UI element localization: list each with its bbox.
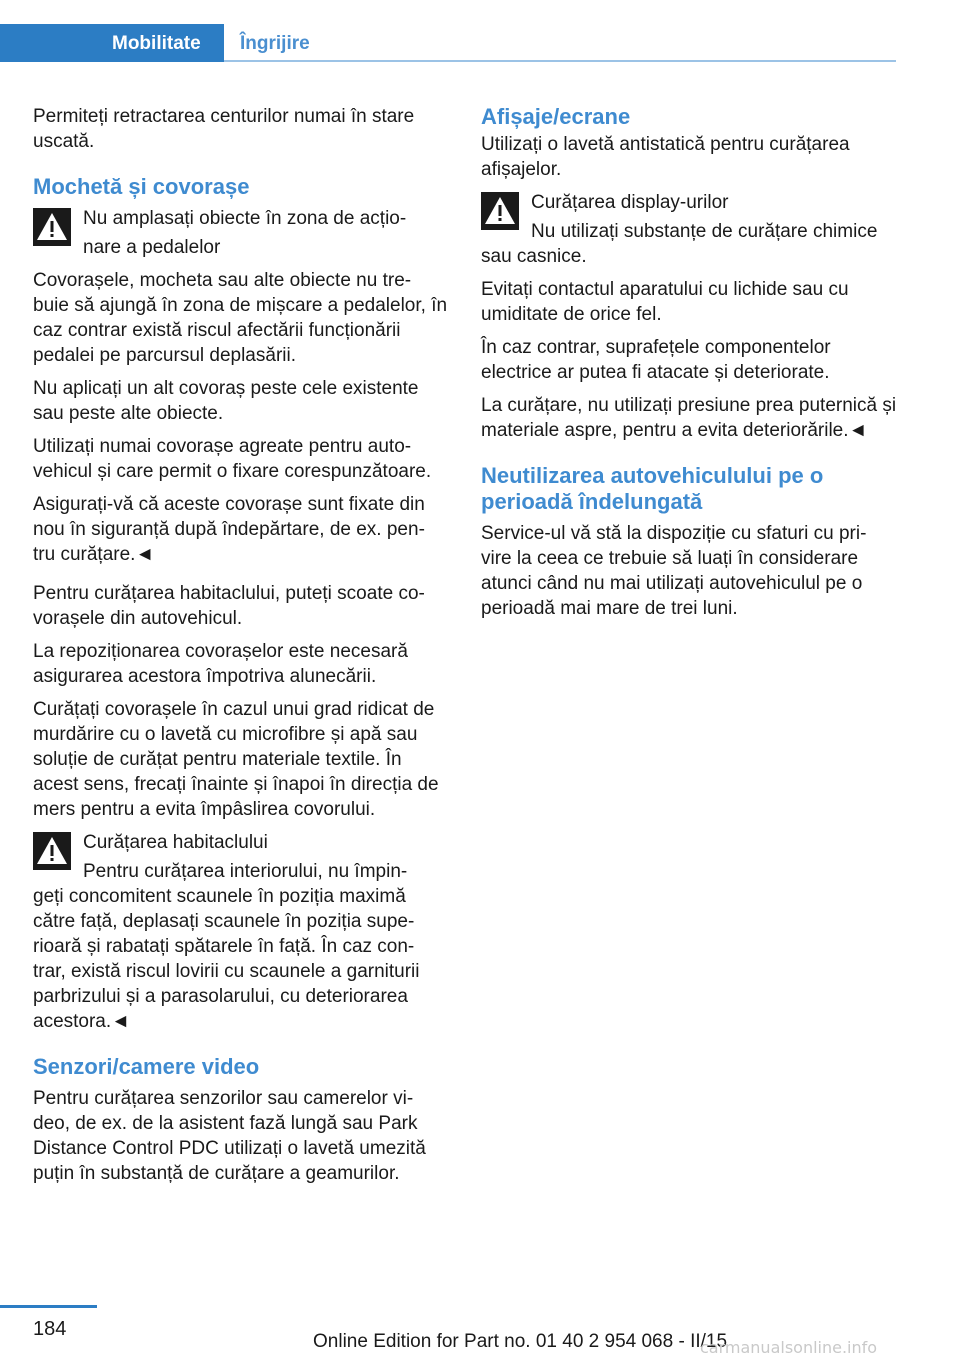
header-bar [0, 0, 960, 64]
warning-display-title: Curățarea display-urilor [531, 192, 729, 213]
section-title-mocheta: Mochetă și covorașe [33, 174, 250, 199]
edition-text: Online Edition for Part no. 01 40 2 954 068 - II/15 [313, 1331, 728, 1352]
paragraph: Utilizați o lavetă antistatică pentru curățarea afișajelor. [481, 134, 850, 180]
paragraph: Evitați contactul aparatului cu lichide sau cu umiditate de orice fel. [481, 279, 849, 325]
tab-mobilitate[interactable] [0, 24, 224, 62]
paragraph: Pentru curățarea habitaclului, puteți scoate co- vorașele din autovehicul. [33, 583, 425, 629]
warning-interior-line: Pentru curățarea interiorului, nu împin- [83, 861, 408, 882]
paragraph: Pentru curățarea senzorilor sau camerelor vi- deo, de ex. de la asistent fază lungă sau Park Distance Control PDC utilizați o lavetă umezită puțin în substanță de curățare a geamurilor. [33, 1088, 426, 1184]
paragraph: Utilizați numai covorașe agreate pentru auto- vehicul și care permit o fixare corespunzătoare. [33, 436, 432, 482]
warning-display-continuation: sau casnice. [481, 246, 587, 267]
paragraph: Covorașele, mocheta sau alte obiecte nu tre- buie să ajungă în zona de mișcare a pedalelor, în caz contrar există riscul afectării funcționării pedalei pe parcursul deplasării. [33, 270, 448, 366]
warning-pedals-line2: nare a pedalelor [83, 237, 221, 258]
warning-pedals [33, 206, 449, 260]
warning-interior [33, 830, 449, 1034]
section-title-afisaje: Afișaje/ecrane [481, 104, 631, 129]
warning-interior-continuation: geți concomitent scaunele în poziția maximă către față, deplasați scaunele în poziția supe- rioară și rabatați spătarele în față. În caz con- trar, există riscul lovirii cu scaunele a garniturii parbrizului și a parasolarului, cu deteriorarea acestora.◄ [33, 886, 420, 1032]
left-column [33, 104, 449, 1194]
right-column [481, 104, 897, 629]
paragraph: Nu aplicați un alt covoraș peste cele existente sau peste alte obiecte. [33, 378, 419, 424]
page-number: 184 [33, 1318, 67, 1340]
paragraph: Service-ul vă stă la dispoziție cu sfaturi cu pri- vire la ceea ce trebuie să luați în considerare atunci când nu mai utilizați autovehiculul pe o perioadă mai mare de trei luni. [481, 523, 867, 619]
warning-triangle-icon [33, 208, 71, 246]
section-title-senzori: Senzori/camere video [33, 1054, 260, 1079]
paragraph: La repoziționarea covorașelor este necesară asigurarea acestora împotriva alunecării. [33, 641, 408, 687]
warning-triangle-icon [33, 832, 71, 870]
paragraph: În caz contrar, suprafețele componentelor electrice ar putea fi atacate și deteriorate. [481, 337, 831, 383]
section-title-neutilizare: Neutilizarea autovehiculului pe o perioadă îndelungată [481, 463, 824, 514]
footer-rule [0, 1305, 97, 1308]
warning-interior-title: Curățarea habitaclului [83, 832, 268, 853]
paragraph: Curățați covorașele în cazul unui grad ridicat de murdărire cu o lavetă cu microfibre și apă sau soluție de curățat pentru materiale textile. În acest sens, frecați înainte și înapoi în direcția de mers pentru a evita împâslirea covorului. [33, 699, 439, 820]
paragraph: Asigurați-vă că aceste covorașe sunt fixate din nou în siguranță după îndepărtare, de ex. pen- tru curățare.◄ [33, 494, 425, 565]
warning-triangle-icon [481, 192, 519, 230]
paragraph: La curățare, nu utilizați presiune prea puternică și materiale aspre, pentru a evita deteriorările.◄ [481, 395, 897, 441]
tab-mobilitate-label: Mobilitate [112, 33, 201, 54]
tab-ingrijire[interactable] [224, 24, 344, 62]
warning-pedals-line1: Nu amplasați obiecte în zona de acțio- [83, 208, 407, 229]
header-divider [224, 60, 896, 62]
watermark: carmanualsonline.info [700, 1338, 878, 1357]
warning-display [481, 190, 897, 269]
intro-paragraph: Permiteți retractarea centurilor numai în stare uscată. [33, 106, 415, 152]
warning-display-line: Nu utilizați substanțe de curățare chimice [531, 221, 878, 242]
tab-ingrijire-label: Îngrijire [240, 33, 310, 54]
